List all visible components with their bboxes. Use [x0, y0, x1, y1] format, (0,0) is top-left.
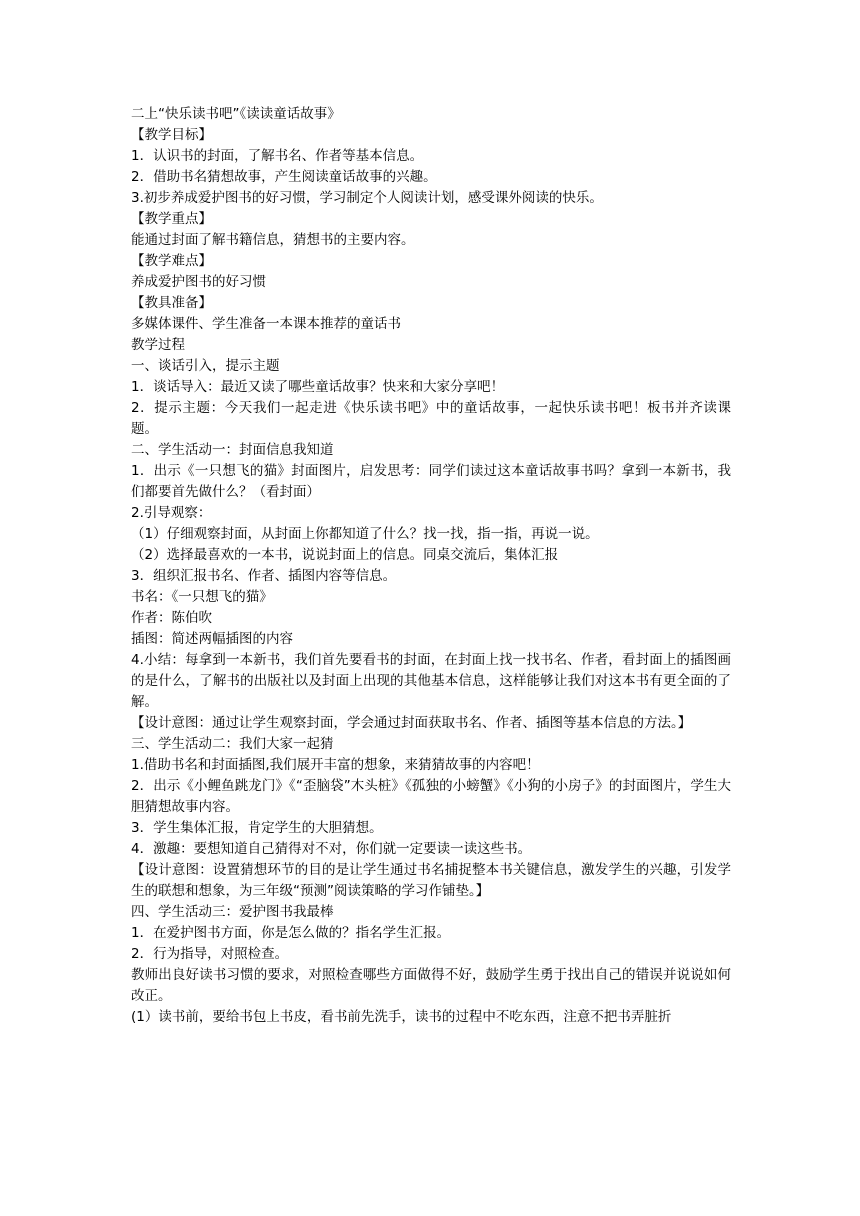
paragraph: （1）仔细观察封面，从封面上你都知道了什么？找一找，指一指，再说一说。: [131, 526, 599, 542]
document-title: 二上“快乐读书吧”《读读童话故事》: [131, 106, 341, 122]
section-heading: 四、学生活动三：爱护图书我最棒: [131, 904, 334, 920]
section-heading-materials: 【教具准备】: [131, 295, 212, 311]
paragraph: 插图：简述两幅插图的内容: [131, 631, 293, 647]
section-heading-process: 教学过程: [131, 337, 185, 353]
paragraph: 作者：陈伯吹: [131, 610, 212, 626]
paragraph: (1）读书前，要给书包上书皮，看书前先洗手，读书的过程中不吃东西，注意不把书弄脏折: [131, 1009, 672, 1025]
design-intent: 【设计意图：通过让学生观察封面，学会通过封面获取书名、作者、插图等基本信息的方法。】: [131, 715, 692, 731]
paragraph: 2．借助书名猜想故事，产生阅读童话故事的兴趣。: [131, 169, 437, 185]
paragraph: 3．学生集体汇报，肯定学生的大胆猜想。: [131, 820, 383, 836]
section-heading-difficulties: 【教学难点】: [131, 253, 212, 269]
paragraph: 2.引导观察：: [131, 505, 212, 521]
paragraph: 2．提示主题：今天我们一起走进《快乐读书吧》中的童话故事，一起快乐读书吧！板书并齐读课题。: [131, 400, 731, 437]
paragraph: 2．行为指导，对照检查。: [131, 946, 289, 962]
paragraph: 1.借助书名和封面插图,我们展开丰富的想象，来猜猜故事的内容吧！: [131, 757, 540, 773]
paragraph: 2．出示《小鲤鱼跳龙门》《“歪脑袋”木头桩》《孤独的小螃蟹》《小狗的小房子》的封面图片，学生大胆猜想故事内容。: [131, 778, 731, 815]
paragraph: 4.小结：每拿到一本新书，我们首先要看书的封面，在封面上找一找书名、作者，看封面上的插图画的是什么，了解书的出版社以及封面上出现的其他基本信息，这样能够让我们对这本书有更全面的了解。: [131, 652, 731, 710]
paragraph: （2）选择最喜欢的一本书，说说封面上的信息。同桌交流后，集体汇报: [131, 547, 559, 563]
paragraph: 1．在爱护图书方面，你是怎么做的？指名学生汇报。: [131, 925, 451, 941]
paragraph: 4．激趣：要想知道自己猜得对不对，你们就一定要读一读这些书。: [131, 841, 532, 857]
paragraph: 能通过封面了解书籍信息，猜想书的主要内容。: [131, 232, 415, 248]
section-heading-key-points: 【教学重点】: [131, 211, 212, 227]
paragraph: 多媒体课件、学生准备一本课本推荐的童话书: [131, 316, 401, 332]
design-intent: 【设计意图：设置猜想环节的目的是让学生通过书名捕捉整本书关键信息，激发学生的兴趣，引发学生的联想和想象，为三年级“预测”阅读策略的学习作铺垫。】: [131, 862, 731, 899]
paragraph: 3.初步养成爱护图书的好习惯，学习制定个人阅读计划，感受课外阅读的快乐。: [131, 190, 603, 206]
paragraph: 书名：《一只想飞的猫》: [131, 589, 273, 605]
paragraph: 1．认识书的封面，了解书名、作者等基本信息。: [131, 148, 424, 164]
section-heading: 三、学生活动二：我们大家一起猜: [131, 736, 334, 752]
section-heading: 二、学生活动一：封面信息我知道: [131, 442, 334, 458]
document-body: [131, 104, 731, 1028]
paragraph: 养成爱护图书的好习惯: [131, 274, 266, 290]
section-heading-objectives: 【教学目标】: [131, 127, 212, 143]
paragraph: 教师出良好读书习惯的要求，对照检查哪些方面做得不好，鼓励学生勇于找出自己的错误并说说如何改正。: [131, 967, 731, 1004]
paragraph: 1．谈话导入：最近又读了哪些童话故事？快来和大家分享吧！: [131, 379, 505, 395]
section-heading: 一、谈话引入，提示主题: [131, 358, 280, 374]
paragraph: 1．出示《一只想飞的猫》封面图片，启发思考：同学们读过这本童话故事书吗？拿到一本新书，我们都要首先做什么？（看封面）: [131, 463, 731, 500]
paragraph: 3．组织汇报书名、作者、插图内容等信息。: [131, 568, 397, 584]
